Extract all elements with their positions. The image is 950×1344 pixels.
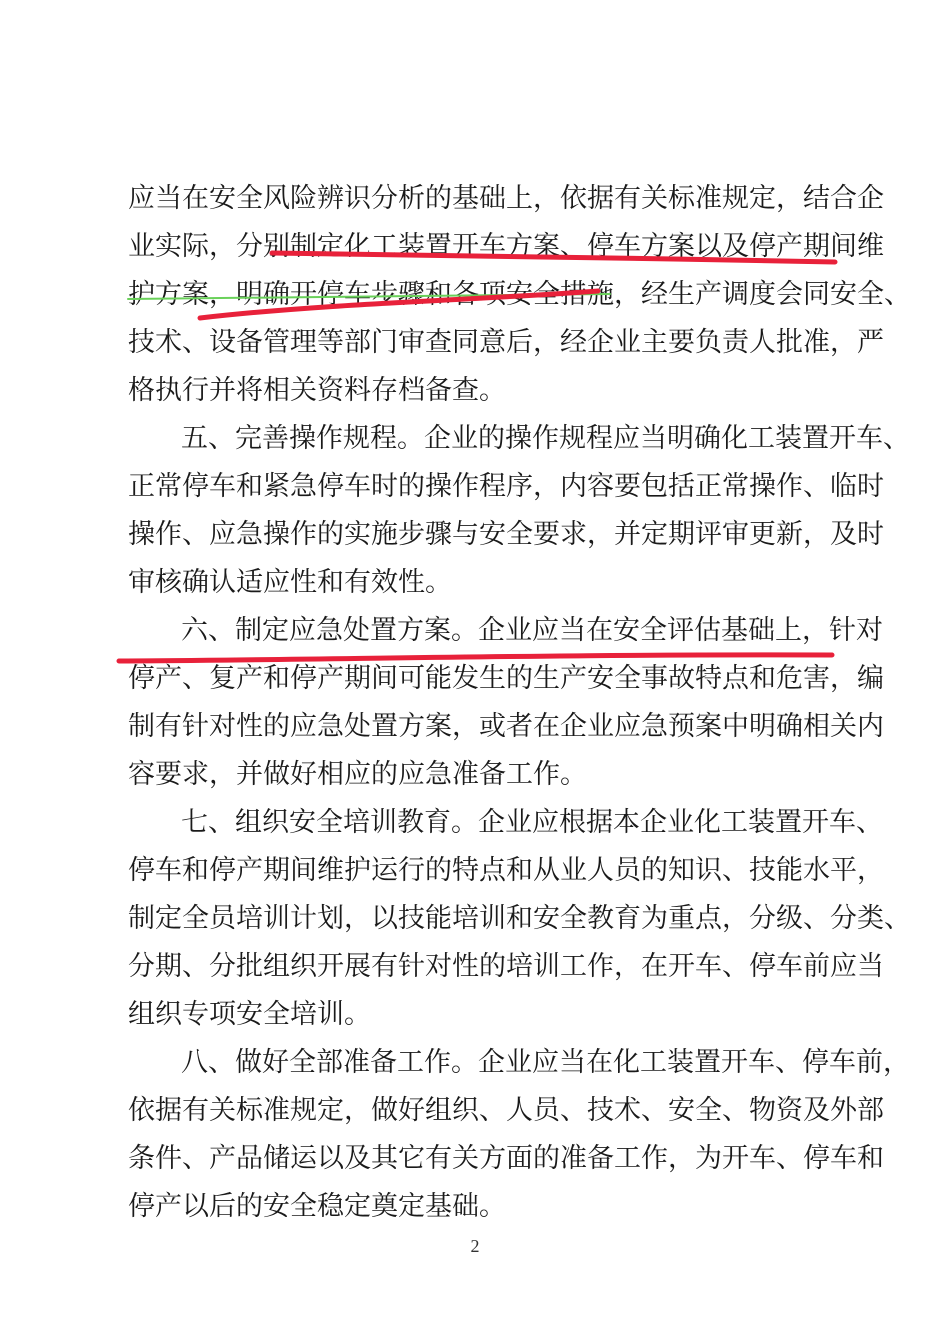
paragraph-heading-line: 六、制定应急处置方案。企业应当在安全评估基础上，针对 [181, 615, 883, 646]
paragraph-heading-line: 八、做好全部准备工作。企业应当在化工装置开车、停车前， [181, 1047, 910, 1078]
text-line: 正常停车和紧急停车时的操作程序，内容要包括正常操作、临时 [128, 471, 884, 502]
text-line: 容要求，并做好相应的应急准备工作。 [128, 759, 587, 790]
text-line: 分期、分批组织开展有针对性的培训工作，在开车、停车前应当 [128, 951, 884, 982]
text-line: 操作、应急操作的实施步骤与安全要求，并定期评审更新，及时 [128, 519, 884, 550]
paragraph-heading-line: 五、完善操作规程。企业的操作规程应当明确化工装置开车、 [181, 423, 910, 454]
text-line: 停产以后的安全稳定奠定基础。 [128, 1191, 506, 1222]
text-line: 制有针对性的应急处置方案，或者在企业应急预案中明确相关内 [128, 711, 884, 742]
text-line: 格执行并将相关资料存档备查。 [128, 375, 506, 406]
text-line: 应当在安全风险辨识分析的基础上，依据有关标准规定，结合企 [128, 183, 884, 214]
text-line: 停产、复产和停产期间可能发生的生产安全事故特点和危害，编 [128, 663, 884, 694]
text-line: 依据有关标准规定，做好组织、人员、技术、安全、物资及外部 [128, 1095, 884, 1126]
text-line: 业实际，分别制定化工装置开车方案、停车方案以及停产期间维 [128, 231, 884, 262]
text-line: 审核确认适应性和有效性。 [128, 567, 452, 598]
text-line: 条件、产品储运以及其它有关方面的准备工作，为开车、停车和 [128, 1143, 884, 1174]
text-line: 停车和停产期间维护运行的特点和从业人员的知识、技能水平， [128, 855, 884, 886]
text-line: 技术、设备管理等部门审查同意后，经企业主要负责人批准，严 [128, 327, 884, 358]
text-line: 制定全员培训计划，以技能培训和安全教育为重点，分级、分类、 [128, 903, 911, 934]
text-line: 组织专项安全培训。 [128, 999, 371, 1030]
text-line: 护方案，明确开停车步骤和各项安全措施，经生产调度会同安全、 [128, 279, 911, 310]
paragraph-heading-line: 七、组织安全培训教育。企业应根据本企业化工装置开车、 [181, 807, 883, 838]
page-number: 2 [470, 1236, 480, 1256]
